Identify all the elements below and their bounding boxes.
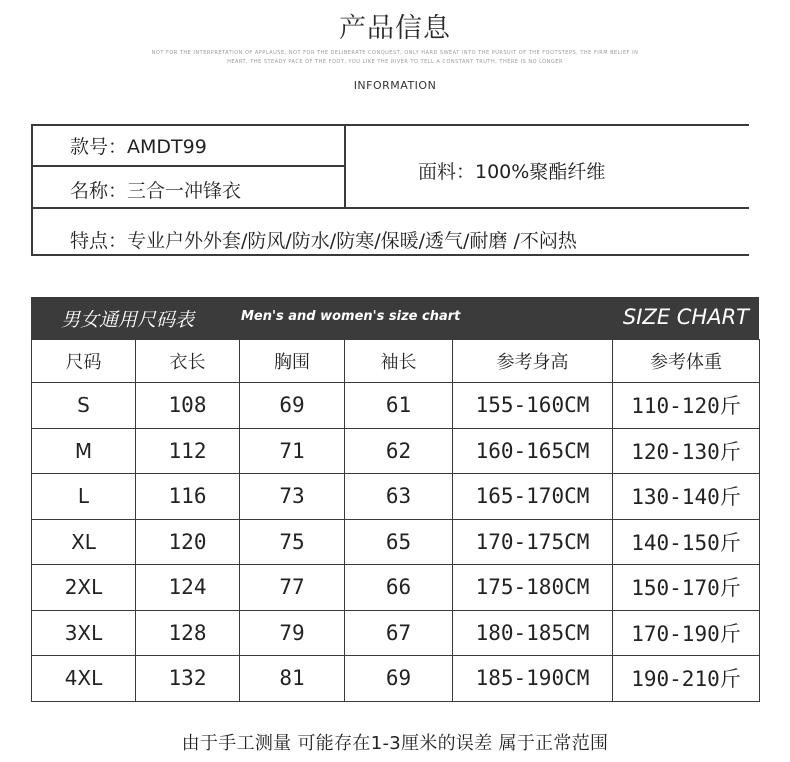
chest-cell: 81: [240, 656, 345, 702]
product-features: 特点：专业户外外套/防风/防水/防寒/保暖/透气/耐磨 /不闷热: [70, 230, 577, 252]
product-model: 款号：AMDT99: [70, 136, 207, 158]
chest-cell: 69: [240, 383, 345, 429]
column-header: 尺码: [32, 340, 136, 383]
length-cell: 112: [136, 428, 240, 474]
weight-cell: 130-140斤: [613, 474, 760, 520]
weight-cell: 140-150斤: [613, 519, 760, 565]
box-inner-line: [31, 165, 344, 167]
weight-cell: 110-120斤: [613, 383, 760, 429]
height-cell: 155-160CM: [453, 383, 613, 429]
table-row: [32, 565, 760, 611]
table-row: [32, 610, 760, 656]
column-header: 衣长: [136, 340, 240, 383]
size-cell: 4XL: [32, 656, 136, 702]
weight-cell: 150-170斤: [613, 565, 760, 611]
size-cell: M: [32, 428, 136, 474]
height-cell: 175-180CM: [453, 565, 613, 611]
size-cell: 2XL: [32, 565, 136, 611]
size-table-header-row: [32, 340, 760, 383]
box-vertical-line: [344, 124, 346, 208]
column-header: 袖长: [345, 340, 453, 383]
chest-cell: 71: [240, 428, 345, 474]
tagline-line-2: HEART, THE STEADY PACE OF THE FOOT, YOU LIKE THE RIVER TO TELL A CONSTANT TRUTH, THERE IS NO LONGER: [227, 59, 563, 65]
size-table-grid: [31, 339, 760, 702]
information-label: INFORMATION: [353, 79, 437, 92]
table-row: [32, 474, 760, 520]
length-cell: 132: [136, 656, 240, 702]
size-chart-badge: SIZE CHART: [622, 305, 749, 329]
table-row: [32, 519, 760, 565]
sleeve-cell: 69: [345, 656, 453, 702]
weight-cell: 170-190斤: [613, 610, 760, 656]
box-middle-line: [31, 207, 749, 209]
sleeve-cell: 66: [345, 565, 453, 611]
chest-cell: 77: [240, 565, 345, 611]
size-cell: S: [32, 383, 136, 429]
size-cell: 3XL: [32, 610, 136, 656]
sleeve-cell: 61: [345, 383, 453, 429]
product-fabric: 面料：100%聚酯纤维: [418, 161, 606, 183]
height-cell: 170-175CM: [453, 519, 613, 565]
weight-cell: 190-210斤: [613, 656, 760, 702]
sleeve-cell: 65: [345, 519, 453, 565]
box-bottom-line: [31, 254, 749, 256]
size-cell: XL: [32, 519, 136, 565]
tagline-line-1: NOT FOR THE INTERPRETATION OF APPLAUSE, NOT FOR THE DELIBERATE CONQUEST, ONLY HARD SWEAT INTO THE PURSUIT OF THE FOOTSTEPS, THE FIRM BELIEF IN: [151, 50, 639, 56]
chest-cell: 79: [240, 610, 345, 656]
length-cell: 128: [136, 610, 240, 656]
sleeve-cell: 67: [345, 610, 453, 656]
size-chart-title-cn: 男女通用尺码表: [61, 309, 195, 331]
measurement-note: 由于手工测量 可能存在1-3厘米的误差 属于正常范围: [181, 733, 609, 754]
column-header: 参考身高: [453, 340, 613, 383]
page-title: 产品信息: [339, 13, 451, 44]
size-chart-header: [31, 297, 759, 339]
weight-cell: 120-130斤: [613, 428, 760, 474]
height-cell: 180-185CM: [453, 610, 613, 656]
size-cell: L: [32, 474, 136, 520]
table-row: [32, 656, 760, 702]
table-row: [32, 383, 760, 429]
product-name: 名称：三合一冲锋衣: [70, 180, 242, 202]
length-cell: 108: [136, 383, 240, 429]
sleeve-cell: 62: [345, 428, 453, 474]
column-header: 参考体重: [613, 340, 760, 383]
chest-cell: 73: [240, 474, 345, 520]
box-left-line: [31, 124, 33, 255]
box-top-line: [31, 124, 749, 126]
length-cell: 116: [136, 474, 240, 520]
height-cell: 185-190CM: [453, 656, 613, 702]
column-header: 胸围: [240, 340, 345, 383]
height-cell: 165-170CM: [453, 474, 613, 520]
chest-cell: 75: [240, 519, 345, 565]
sleeve-cell: 63: [345, 474, 453, 520]
size-chart-title-en: Men's and women's size chart: [241, 309, 461, 324]
height-cell: 160-165CM: [453, 428, 613, 474]
length-cell: 124: [136, 565, 240, 611]
table-row: [32, 428, 760, 474]
length-cell: 120: [136, 519, 240, 565]
